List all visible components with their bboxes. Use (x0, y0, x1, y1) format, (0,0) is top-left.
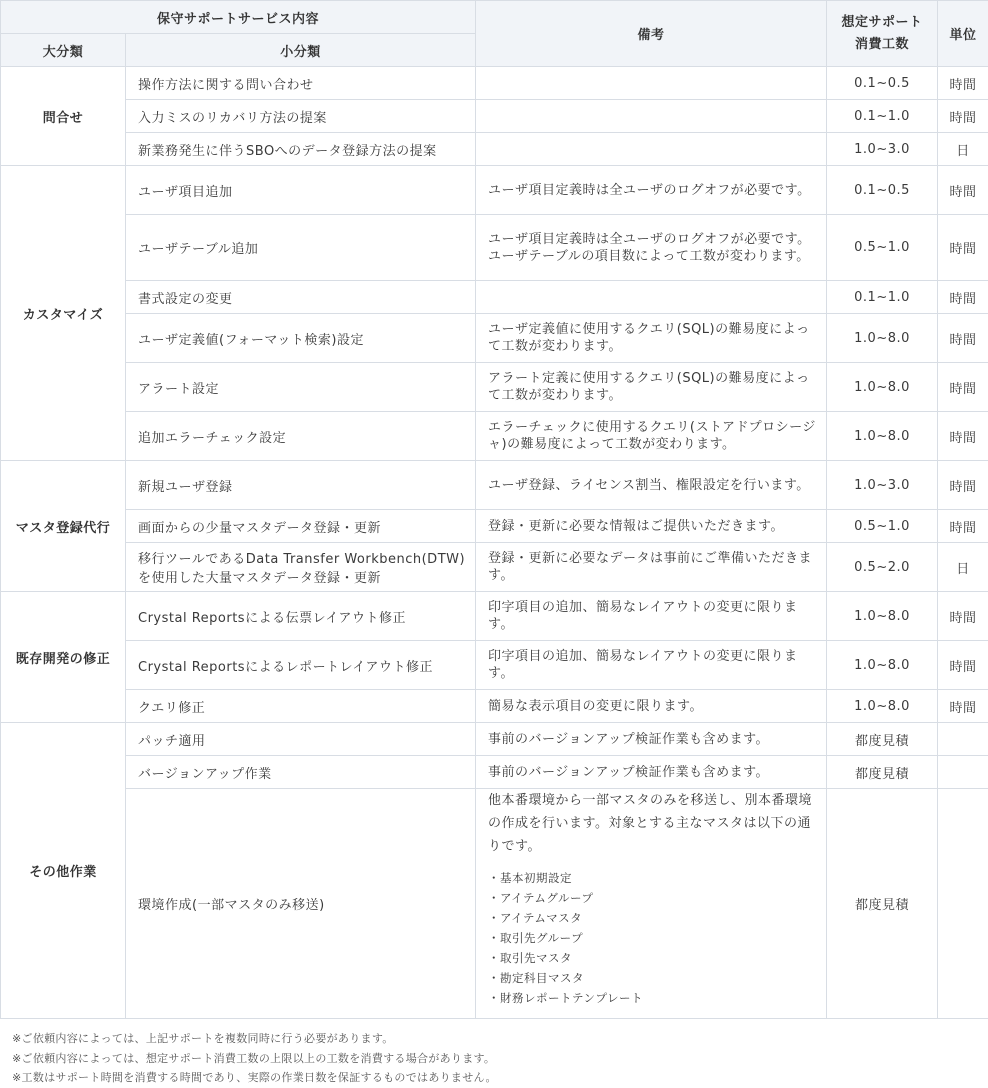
remarks-cell: 簡易な表示項目の変更に限ります。 (476, 690, 827, 723)
table-row (1, 592, 988, 641)
minor-category-cell: Crystal Reportsによるレポートレイアウト修正 (126, 641, 476, 690)
footnote: ※ご依頼内容によっては、想定サポート消費工数の上限以上の工数を消費する場合があります。 (12, 1051, 496, 1065)
header-effort-line2: 消費工数 (855, 36, 910, 52)
effort-cell: 都度見積 (827, 723, 938, 756)
remarks-cell (476, 100, 827, 133)
minor-category-cell: 移行ツールであるData Transfer Workbench(DTW)を使用した大量マスタデータ登録・更新 (126, 543, 476, 592)
footnotes (0, 1019, 988, 1088)
list-item: ・取引先マスタ (488, 951, 573, 965)
major-category-cell: 既存開発の修正 (1, 592, 126, 723)
list-item: ・財務レポートテンプレート (488, 991, 643, 1005)
table-row (1, 363, 988, 412)
table-row (1, 723, 988, 756)
major-category-cell: マスタ登録代行 (1, 461, 126, 592)
minor-category-cell: 操作方法に関する問い合わせ (126, 67, 476, 100)
unit-cell: 時間 (938, 363, 988, 412)
remarks-cell: エラーチェックに使用するクエリ(ストアドプロシージャ)の難易度によって工数が変わります。 (476, 412, 827, 461)
minor-category-cell: ユーザテーブル追加 (126, 215, 476, 281)
effort-cell: 0.1~1.0 (827, 281, 938, 314)
remarks-cell: 印字項目の追加、簡易なレイアウトの変更に限ります。 (476, 592, 827, 641)
list-item: ・取引先グループ (488, 931, 584, 945)
table-row (1, 67, 988, 100)
table-row (1, 641, 988, 690)
table-row (1, 510, 988, 543)
major-category-cell: 問合せ (1, 67, 126, 166)
unit-cell: 時間 (938, 67, 988, 100)
remarks-cell: ユーザ項目定義時は全ユーザのログオフが必要です。 (476, 166, 827, 215)
minor-category-cell: 環境作成(一部マスタのみ移送) (126, 789, 476, 1019)
effort-cell: 1.0~8.0 (827, 592, 938, 641)
list-item: ・アイテムマスタ (488, 911, 583, 925)
master-list (488, 868, 816, 1008)
remarks-cell: 事前のバージョンアップ検証作業も含めます。 (476, 756, 827, 789)
unit-cell: 日 (938, 133, 988, 166)
header-minor-category: 小分類 (126, 34, 476, 67)
remarks-cell: 登録・更新に必要なデータは事前にご準備いただきます。 (476, 543, 827, 592)
unit-cell (938, 789, 988, 1019)
remarks-cell: 事前のバージョンアップ検証作業も含めます。 (476, 723, 827, 756)
list-item: ・基本初期設定 (488, 871, 573, 885)
effort-cell: 0.1~0.5 (827, 166, 938, 215)
table-row (1, 412, 988, 461)
unit-cell (938, 756, 988, 789)
header-major-category: 大分類 (1, 34, 126, 67)
effort-cell: 都度見積 (827, 756, 938, 789)
unit-cell: 時間 (938, 314, 988, 363)
minor-category-cell: ユーザ定義値(フォーマット検索)設定 (126, 314, 476, 363)
effort-cell: 0.1~1.0 (827, 100, 938, 133)
minor-category-cell: 入力ミスのリカバリ方法の提案 (126, 100, 476, 133)
remarks-cell: 登録・更新に必要な情報はご提供いただきます。 (476, 510, 827, 543)
unit-cell: 時間 (938, 100, 988, 133)
table-row (1, 789, 988, 1019)
table-row (1, 690, 988, 723)
effort-cell: 0.1~0.5 (827, 67, 938, 100)
effort-cell: 1.0~8.0 (827, 690, 938, 723)
minor-category-cell: 追加エラーチェック設定 (126, 412, 476, 461)
header-effort-line1: 想定サポート (841, 14, 923, 30)
effort-cell: 都度見積 (827, 789, 938, 1019)
effort-cell: 1.0~3.0 (827, 461, 938, 510)
table-body (1, 67, 988, 1019)
header-effort (827, 1, 938, 67)
table-row (1, 461, 988, 510)
remarks-cell (476, 789, 827, 1019)
remarks-cell: アラート定義に使用するクエリ(SQL)の難易度によって工数が変わります。 (476, 363, 827, 412)
table-row (1, 215, 988, 281)
remarks-cell: ユーザ登録、ライセンス割当、権限設定を行います。 (476, 461, 827, 510)
unit-cell: 時間 (938, 215, 988, 281)
unit-cell: 時間 (938, 281, 988, 314)
table-row (1, 166, 988, 215)
list-item: ・アイテムグループ (488, 891, 594, 905)
table-row (1, 133, 988, 166)
list-item: ・勘定科目マスタ (488, 971, 585, 985)
footnote: ※ご依頼内容によっては、上記サポートを複数同時に行う必要があります。 (12, 1032, 394, 1045)
remarks-cell (476, 67, 827, 100)
table-row (1, 281, 988, 314)
header-unit: 単位 (938, 1, 988, 67)
remarks-cell: 印字項目の追加、簡易なレイアウトの変更に限ります。 (476, 641, 827, 690)
unit-cell: 時間 (938, 690, 988, 723)
unit-cell: 時間 (938, 592, 988, 641)
table-header (1, 1, 988, 67)
table-row (1, 543, 988, 592)
minor-category-cell: 書式設定の変更 (126, 281, 476, 314)
remarks-cell: ユーザ定義値に使用するクエリ(SQL)の難易度によって工数が変わります。 (476, 314, 827, 363)
unit-cell: 時間 (938, 412, 988, 461)
minor-category-cell: ユーザ項目追加 (126, 166, 476, 215)
table-row (1, 756, 988, 789)
table-row (1, 100, 988, 133)
unit-cell: 時間 (938, 166, 988, 215)
minor-category-cell: 新規ユーザ登録 (126, 461, 476, 510)
remarks-text: 他本番環境から一部マスタのみを移送し、別本番環境の作成を行います。対象とする主なマスタは以下の通りです。 (488, 793, 813, 854)
effort-cell: 0.5~1.0 (827, 215, 938, 281)
remarks-cell (476, 133, 827, 166)
effort-cell: 1.0~3.0 (827, 133, 938, 166)
minor-category-cell: パッチ適用 (126, 723, 476, 756)
major-category-cell: その他作業 (1, 723, 126, 1019)
effort-cell: 1.0~8.0 (827, 363, 938, 412)
minor-category-cell: Crystal Reportsによる伝票レイアウト修正 (126, 592, 476, 641)
footnote: ※工数はサポート時間を消費する時間であり、実際の作業日数を保証するものではありません。 (12, 1071, 497, 1084)
unit-cell: 日 (938, 543, 988, 592)
effort-cell: 1.0~8.0 (827, 412, 938, 461)
minor-category-cell: クエリ修正 (126, 690, 476, 723)
table-row (1, 314, 988, 363)
unit-cell (938, 723, 988, 756)
unit-cell: 時間 (938, 641, 988, 690)
effort-cell: 1.0~8.0 (827, 314, 938, 363)
header-service-content: 保守サポートサービス内容 (1, 1, 476, 34)
effort-cell: 0.5~2.0 (827, 543, 938, 592)
unit-cell: 時間 (938, 461, 988, 510)
remarks-cell: ユーザ項目定義時は全ユーザのログオフが必要です。ユーザテーブルの項目数によって工数が変わります。 (476, 215, 827, 281)
header-remarks: 備考 (476, 1, 827, 67)
remarks-cell (476, 281, 827, 314)
minor-category-cell: バージョンアップ作業 (126, 756, 476, 789)
minor-category-cell: アラート設定 (126, 363, 476, 412)
minor-category-cell: 画面からの少量マスタデータ登録・更新 (126, 510, 476, 543)
effort-cell: 1.0~8.0 (827, 641, 938, 690)
major-category-cell: カスタマイズ (1, 166, 126, 461)
minor-category-cell: 新業務発生に伴うSBOへのデータ登録方法の提案 (126, 133, 476, 166)
effort-cell: 0.5~1.0 (827, 510, 938, 543)
unit-cell: 時間 (938, 510, 988, 543)
